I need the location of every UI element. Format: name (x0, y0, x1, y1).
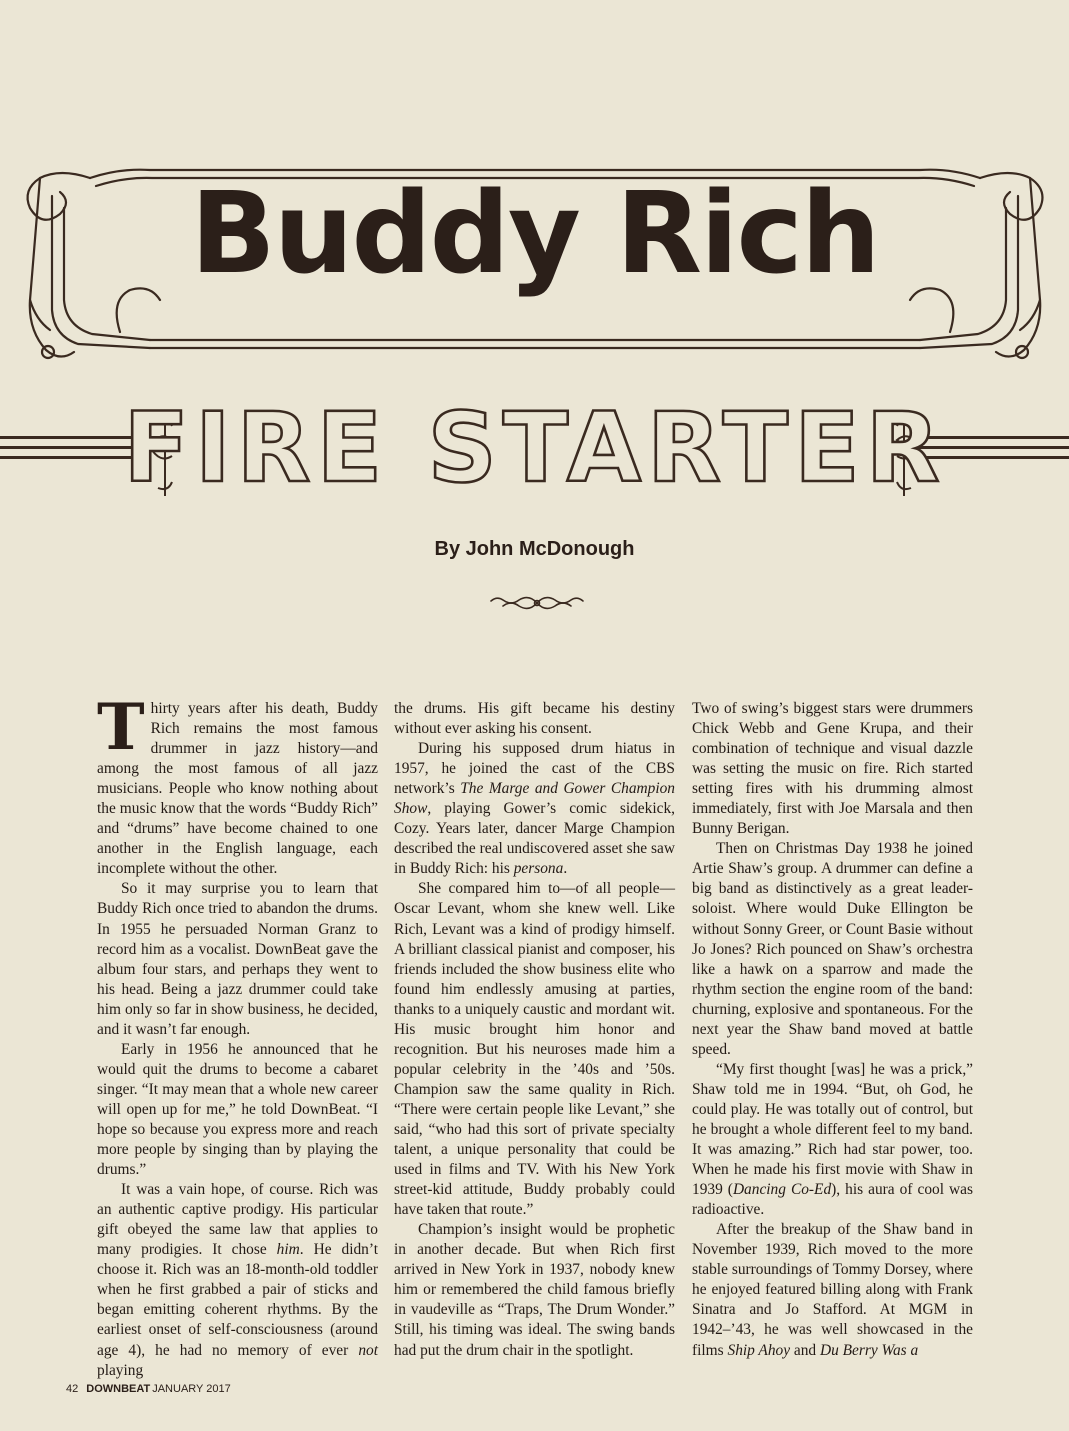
paragraph-text: hirty years after his death, Buddy Rich remains the most famous drummer in jazz history—and among the most famous of all jazz musicians. People who know nothing about the music know that the words “Buddy Rich” and “drums” have become chained to one another in the English language, each incomplete without the other. (97, 700, 378, 878)
paragraph (394, 739, 675, 879)
paragraph-text: and (790, 1341, 820, 1359)
paragraph-text: It was a vain hope, of course. Rich was an authentic captive prodigy. His particular gift obeyed the same law that applies to many prodigies. It chose (97, 1181, 378, 1259)
film-title: Du Berry Was a (819, 1341, 919, 1359)
article-title: Buddy Rich (190, 169, 879, 299)
paragraph: Early in 1956 he announced that he would quit the drums to become a cabaret singer. “It may mean that a whole new career will open up for me,” he told DownBeat. “I hope so because you express more and reach more people by singing than by playing the drums.” (97, 1040, 378, 1179)
paragraph (692, 1220, 973, 1360)
byline: By John McDonough (434, 538, 635, 560)
page-footer (66, 1383, 231, 1395)
page-number: 42 (66, 1383, 79, 1395)
paragraph (97, 1180, 378, 1380)
paragraph-text: , playing Gower’s comic sidekick, Cozy. Years later, dancer Marge Champion described the real undiscovered asset she saw in Buddy Rich: his (394, 800, 675, 878)
emphasis: persona (513, 860, 564, 878)
paragraph (97, 690, 378, 879)
paragraph-text: playing (97, 1361, 144, 1379)
paragraph-text: “My first thought [was] he was a prick,” Shaw told me in 1994. “But, oh God, he could play. He was totally out of control, but he brought a whole different feel to my band. It was amazing.” Rich had star power, too. When he made his first movie with Shaw in 1939 ( (692, 1060, 973, 1199)
article-subtitle: FIRE STARTER (123, 392, 946, 504)
paragraph: Then on Christmas Day 1938 he joined Artie Shaw’s group. A drummer can define a big band as distinctively as a great leader-soloist. Where would Duke Ellington be without Sonny Greer, or Count Basie without Jo Jones? Rich pounced on Shaw’s orchestra like a hawk on a sparrow and made the rhythm section the engine room of the band: churning, explosive and spontaneous. For the next year the Shaw band moved at battle speed. (692, 840, 973, 1058)
issue-date: JANUARY 2017 (152, 1383, 231, 1395)
paragraph: Champion’s insight would be prophetic in another decade. But when Rich first arrived in New York in 1937, nobody knew him or remembered the child famous briefly in vaudeville as “Traps, The Drum Wonder.” Still, his timing was ideal. The swing bands had put the drum chair in the spotlight. (394, 1221, 675, 1359)
paragraph: So it may surprise you to learn that Buddy Rich once tried to abandon the drums. In 1955 he persuaded Norman Granz to record him as a vocalist. DownBeat gave the album four stars, and perhaps they went to his head. Being a jazz drummer could take him only so far in show business, he decided, and it wasn’t far enough. (97, 880, 378, 1038)
show-title: The Marge and Gower Champion Show (394, 780, 675, 818)
column-2 (394, 699, 675, 1361)
film-title: Ship Ahoy (727, 1341, 791, 1359)
drop-cap: T (97, 690, 145, 765)
emphasis: him (276, 1241, 300, 1259)
paragraph-text: . (563, 860, 568, 878)
paragraph-text: . He didn’t choose it. Rich was an 18-month-old toddler when he first grabbed a pair of sticks and began emitting coherent rhythms. By the earliest onset of self-consciousness (around age 4), he had no memory of ever (97, 1241, 378, 1359)
emphasis: not (358, 1341, 378, 1359)
film-title: Dancing Co-Ed (732, 1181, 832, 1199)
paragraph-text: ), his aura of cool was radioactive. (692, 1181, 973, 1219)
column-1 (97, 690, 378, 1381)
flourish-ornament-icon (489, 592, 585, 614)
paragraph (692, 1060, 973, 1220)
magazine-name: DOWNBEAT (86, 1383, 151, 1395)
paragraph: Two of swing’s biggest stars were drummers Chick Webb and Gene Krupa, and their combination of technique and visual dazzle was setting the music on fire. Rich started setting fires with his drumming almost immediately, first with Joe Marsala and then Bunny Berigan. (692, 700, 973, 838)
column-3 (692, 699, 973, 1361)
paragraph-text: During his supposed drum hiatus in 1957, he joined the cast of the CBS network’s (394, 740, 675, 798)
paragraph: the drums. His gift became his destiny without ever asking his consent. (394, 700, 675, 738)
paragraph: She compared him to—of all people—Oscar Levant, whom she knew well. Like Rich, Levant was a kind of prodigy himself. A brilliant classical pianist and composer, his friends included the show business elite who found him endlessly amusing at parties, thanks to a uniquely caustic and mordant wit. His music brought him honor and recognition. But his neuroses made him a popular celebrity in the ’40s and ’50s. Champion saw the same quality in Rich. “There were certain people like Levant,” she said, “who had this sort of private specialty talent, a unique personality that could be used in films and TV. With his New York street-kid attitude, Buddy probably could have taken that route.” (394, 880, 675, 1219)
paragraph-text: After the breakup of the Shaw band in November 1939, Rich moved to the more stable surroundings of Tommy Dorsey, where he enjoyed featured billing along with Frank Sinatra and Jo Stafford. At MGM in 1942–’43, he was well showcased in the films (692, 1221, 973, 1359)
